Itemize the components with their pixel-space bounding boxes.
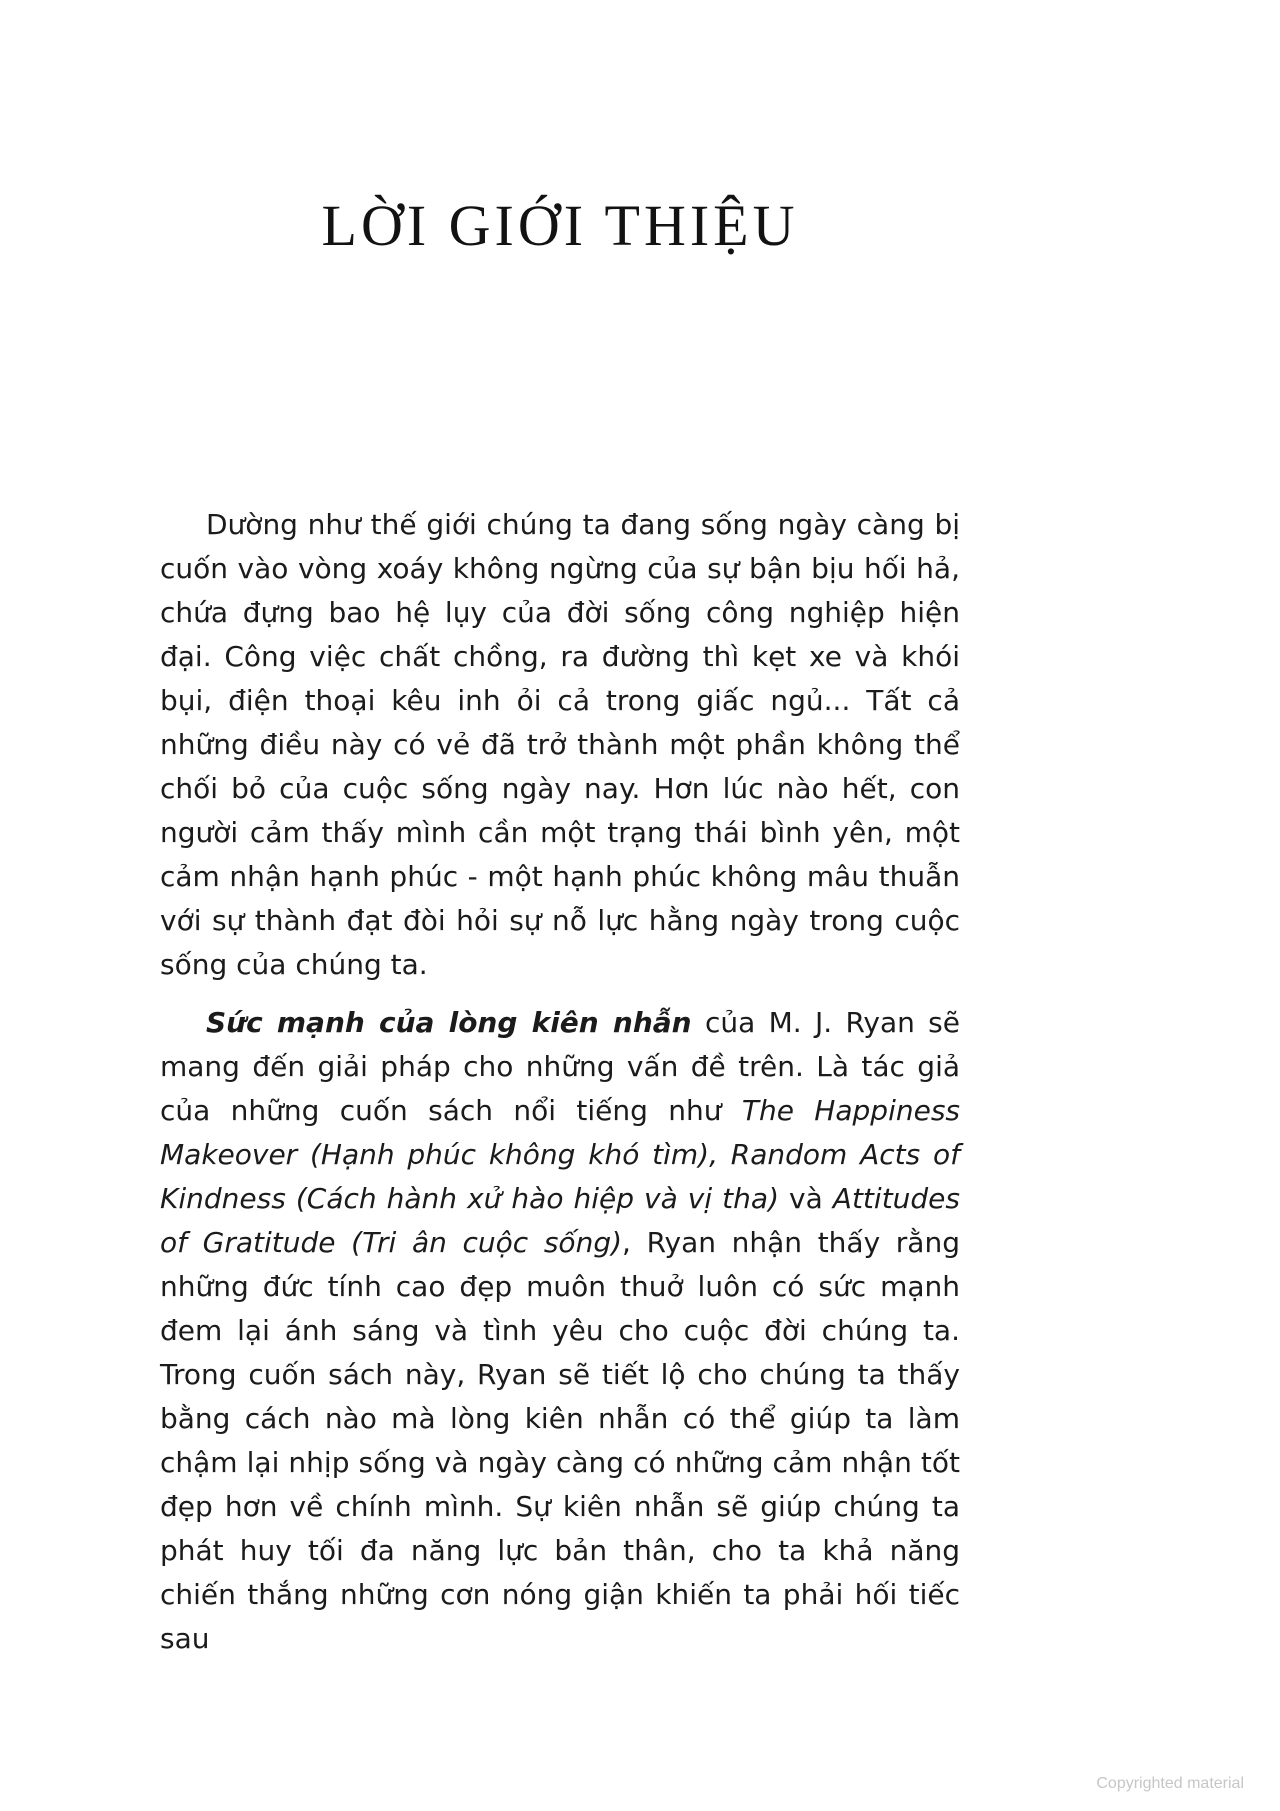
body-text	[160, 503, 960, 1661]
text-segment: The Happiness Makeover (Hạnh phúc không khó tìm),	[160, 1094, 960, 1171]
copyright-notice: Copyrighted material	[1096, 1775, 1244, 1792]
text-segment: Dường như thế giới chúng ta đang sống ngày càng bị cuốn vào vòng xoáy không ngừng của sự bận bịu hối hả, chứa đựng bao hệ lụy của đời sống công nghiệp hiện đại. Công việc chất chồng, ra đường thì kẹt xe và khói bụi, điện thoại kêu inh ỏi cả trong giấc ngủ... Tất cả những điều này có vẻ đã trở thành một phần không thể chối bỏ của cuộc sống ngày nay. Hơn lúc nào hết, con người cảm thấy mình cần một trạng thái bình yên, một cảm nhận hạnh phúc - một hạnh phúc không mâu thuẫn với sự thành đạt đòi hỏi sự nỗ lực hằng ngày trong cuộc sống của chúng ta.	[160, 508, 960, 981]
text-segment: Random Acts of Kindness (Cách hành xử hào hiệp và vị tha)	[160, 1138, 960, 1215]
paragraph	[160, 503, 960, 987]
page-title: LỜI GIỚI THIỆU	[321, 193, 799, 258]
text-segment	[718, 1138, 731, 1171]
text-segment: Sức mạnh của lòng kiên nhẫn	[206, 1006, 692, 1039]
paragraph	[160, 1001, 960, 1661]
text-segment: Attitudes of Gratitude (Tri ân cuộc sống)	[160, 1182, 960, 1259]
text-segment: và	[779, 1182, 833, 1215]
text-segment: của M. J. Ryan sẽ mang đến giải pháp cho những vấn đề trên. Là tác giả của những cuốn sách nổi tiếng như	[160, 1006, 960, 1127]
text-segment: , Ryan nhận thấy rằng những đức tính cao đẹp muôn thuở luôn có sức mạnh đem lại ánh sáng và tình yêu cho cuộc đời chúng ta. Trong cuốn sách này, Ryan sẽ tiết lộ cho chúng ta thấy bằng cách nào mà lòng kiên nhẫn có thể giúp ta làm chậm lại nhịp sống và ngày càng có những cảm nhận tốt đẹp hơn về chính mình. Sự kiên nhẫn sẽ giúp chúng ta phát huy tối đa năng lực bản thân, cho ta khả năng chiến thắng những cơn nóng giận khiến ta phải hối tiếc sau	[160, 1226, 960, 1655]
